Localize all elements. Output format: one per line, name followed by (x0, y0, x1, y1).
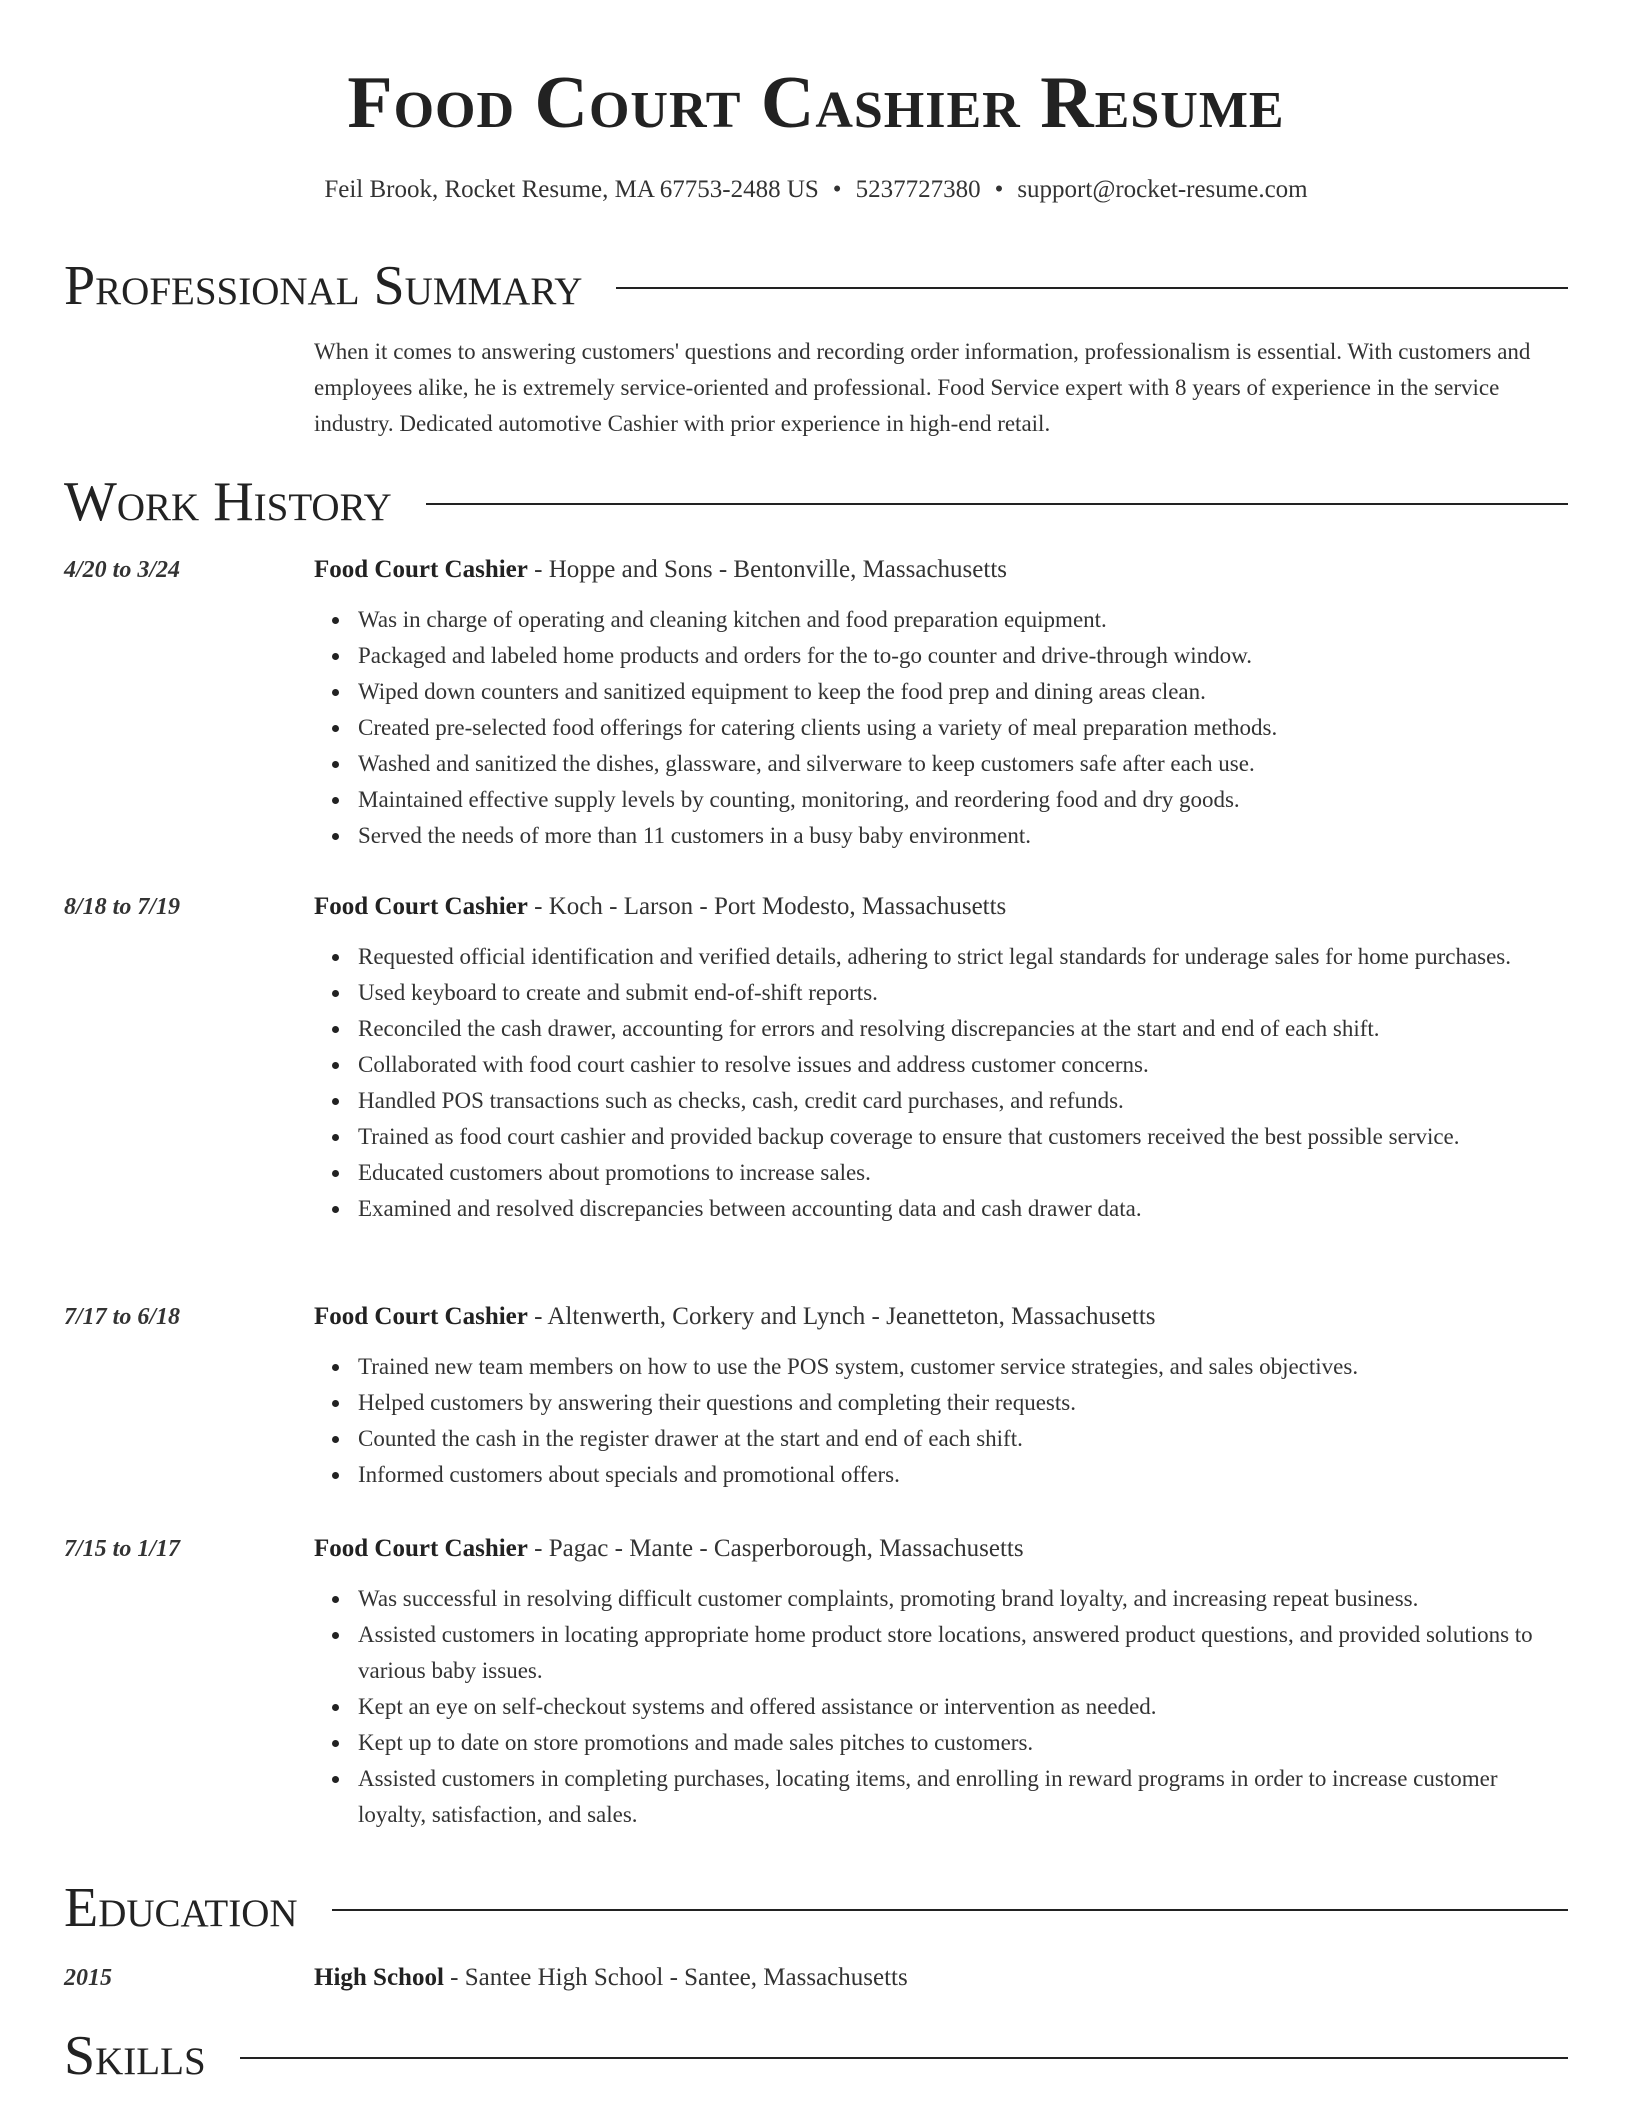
education-detail (314, 1960, 908, 1996)
job-bullet: Was successful in resolving difficult customer complaints, promoting brand loyalty, and increasing repeat business. (358, 1581, 1568, 1617)
job-dates: 8/18 to 7/19 (64, 894, 181, 920)
job-bullet: Created pre-selected food offerings for catering clients using a variety of meal preparation methods. (358, 710, 1568, 746)
job-role (314, 1299, 1156, 1335)
job-role (314, 1531, 1024, 1567)
job-bullet: Assisted customers in completing purchases, locating items, and enrolling in reward programs in order to increase customer loyalty, satisfaction, and sales. (358, 1761, 1568, 1833)
section-heading-work-history (64, 470, 1568, 534)
job-bullet: Reconciled the cash drawer, accounting for errors and resolving discrepancies at the start and end of each shift. (358, 1011, 1568, 1047)
job-bullet: Packaged and labeled home products and orders for the to-go counter and drive-through window. (358, 638, 1568, 674)
section-title: Professional Summary (64, 255, 583, 317)
job-entry (64, 1299, 1568, 1493)
section-title: Skills (64, 2025, 206, 2087)
job-bullet: Handled POS transactions such as checks, cash, credit card purchases, and refunds. (358, 1083, 1568, 1119)
section-heading-summary (64, 254, 1568, 318)
section-divider (616, 287, 1568, 289)
job-bullet: Used keyboard to create and submit end-of-shift reports. (358, 975, 1568, 1011)
job-entry (64, 889, 1568, 1227)
job-role (314, 889, 1006, 925)
job-bullet: Counted the cash in the register drawer at the start and end of each shift. (358, 1421, 1568, 1457)
job-bullet: Helped customers by answering their questions and completing their requests. (358, 1385, 1568, 1421)
section-divider (426, 503, 1568, 505)
job-bullet: Kept an eye on self-checkout systems and offered assistance or intervention as needed. (358, 1689, 1568, 1725)
job-bullet: Served the needs of more than 11 customers in a busy baby environment. (358, 818, 1568, 854)
job-bullet: Assisted customers in locating appropriate home product store locations, answered product questions, and provided solutions to various baby issues. (358, 1617, 1568, 1689)
job-bullet: Washed and sanitized the dishes, glassware, and silverware to keep customers safe after each use. (358, 746, 1568, 782)
job-title: Food Court Cashier (314, 1303, 528, 1330)
job-dates: 4/20 to 3/24 (64, 557, 181, 583)
job-bullet: Was in charge of operating and cleaning kitchen and food preparation equipment. (358, 602, 1568, 638)
job-bullet: Informed customers about specials and promotional offers. (358, 1457, 1568, 1493)
contact-email: support@rocket-resume.com (1017, 176, 1308, 203)
section-title: Work History (64, 471, 392, 533)
education-degree: High School (314, 1964, 444, 1991)
job-dates: 7/15 to 1/17 (64, 1536, 181, 1562)
job-bullet: Kept up to date on store promotions and made sales pitches to customers. (358, 1725, 1568, 1761)
job-bullets (64, 602, 1568, 854)
job-company: - Pagac - Mante - Casperborough, Massachusetts (527, 1535, 1024, 1562)
job-company: - Koch - Larson - Port Modesto, Massachusetts (527, 893, 1007, 920)
contact-line (0, 172, 1632, 208)
job-bullets (64, 1581, 1568, 1833)
job-bullet: Collaborated with food court cashier to resolve issues and address customer concerns. (358, 1047, 1568, 1083)
section-heading-education (64, 1876, 1568, 1940)
job-bullet: Examined and resolved discrepancies between accounting data and cash drawer data. (358, 1191, 1568, 1227)
section-divider (332, 1909, 1568, 1911)
contact-separator: • (994, 176, 1004, 203)
education-entry (64, 1960, 1568, 1996)
job-bullet: Trained as food court cashier and provided backup coverage to ensure that customers received the best possible service. (358, 1119, 1568, 1155)
education-school: - Santee High School - Santee, Massachusetts (443, 1964, 908, 1991)
job-dates: 7/17 to 6/18 (64, 1304, 181, 1330)
job-bullet: Educated customers about promotions to increase sales. (358, 1155, 1568, 1191)
education-year: 2015 (64, 1965, 112, 1991)
job-bullet: Maintained effective supply levels by counting, monitoring, and reordering food and dry goods. (358, 782, 1568, 818)
job-title: Food Court Cashier (314, 556, 528, 583)
job-bullet: Trained new team members on how to use the POS system, customer service strategies, and sales objectives. (358, 1349, 1568, 1385)
job-company: - Hoppe and Sons - Bentonville, Massachusetts (527, 556, 1007, 583)
section-title: Education (64, 1877, 298, 1939)
job-bullets (64, 1349, 1568, 1493)
job-entry (64, 552, 1568, 854)
contact-phone: 5237727380 (855, 176, 981, 203)
contact-address: Feil Brook, Rocket Resume, MA 67753-2488 US (324, 176, 819, 203)
contact-separator: • (832, 176, 842, 203)
section-divider (240, 2057, 1568, 2059)
job-role (314, 552, 1007, 588)
job-bullets (64, 939, 1568, 1227)
job-title: Food Court Cashier (314, 893, 528, 920)
summary-text: When it comes to answering customers' questions and recording order information, professionalism is essential. With customers and employees alike, he is extremely service-oriented and professional. Food Service expert with 8 years of experience in the service industry. Dedicated automotive Cashier with prior experience in high-end retail. (314, 339, 1531, 436)
resume-title: Food Court Cashier Resume (347, 62, 1285, 144)
job-company: - Altenwerth, Corkery and Lynch - Jeanetteton, Massachusetts (527, 1303, 1156, 1330)
job-bullet: Requested official identification and verified details, adhering to strict legal standards for underage sales for home purchases. (358, 939, 1568, 975)
section-heading-skills (64, 2024, 1568, 2088)
job-title: Food Court Cashier (314, 1535, 528, 1562)
job-entry (64, 1531, 1568, 1833)
job-bullet: Wiped down counters and sanitized equipment to keep the food prep and dining areas clean. (358, 674, 1568, 710)
